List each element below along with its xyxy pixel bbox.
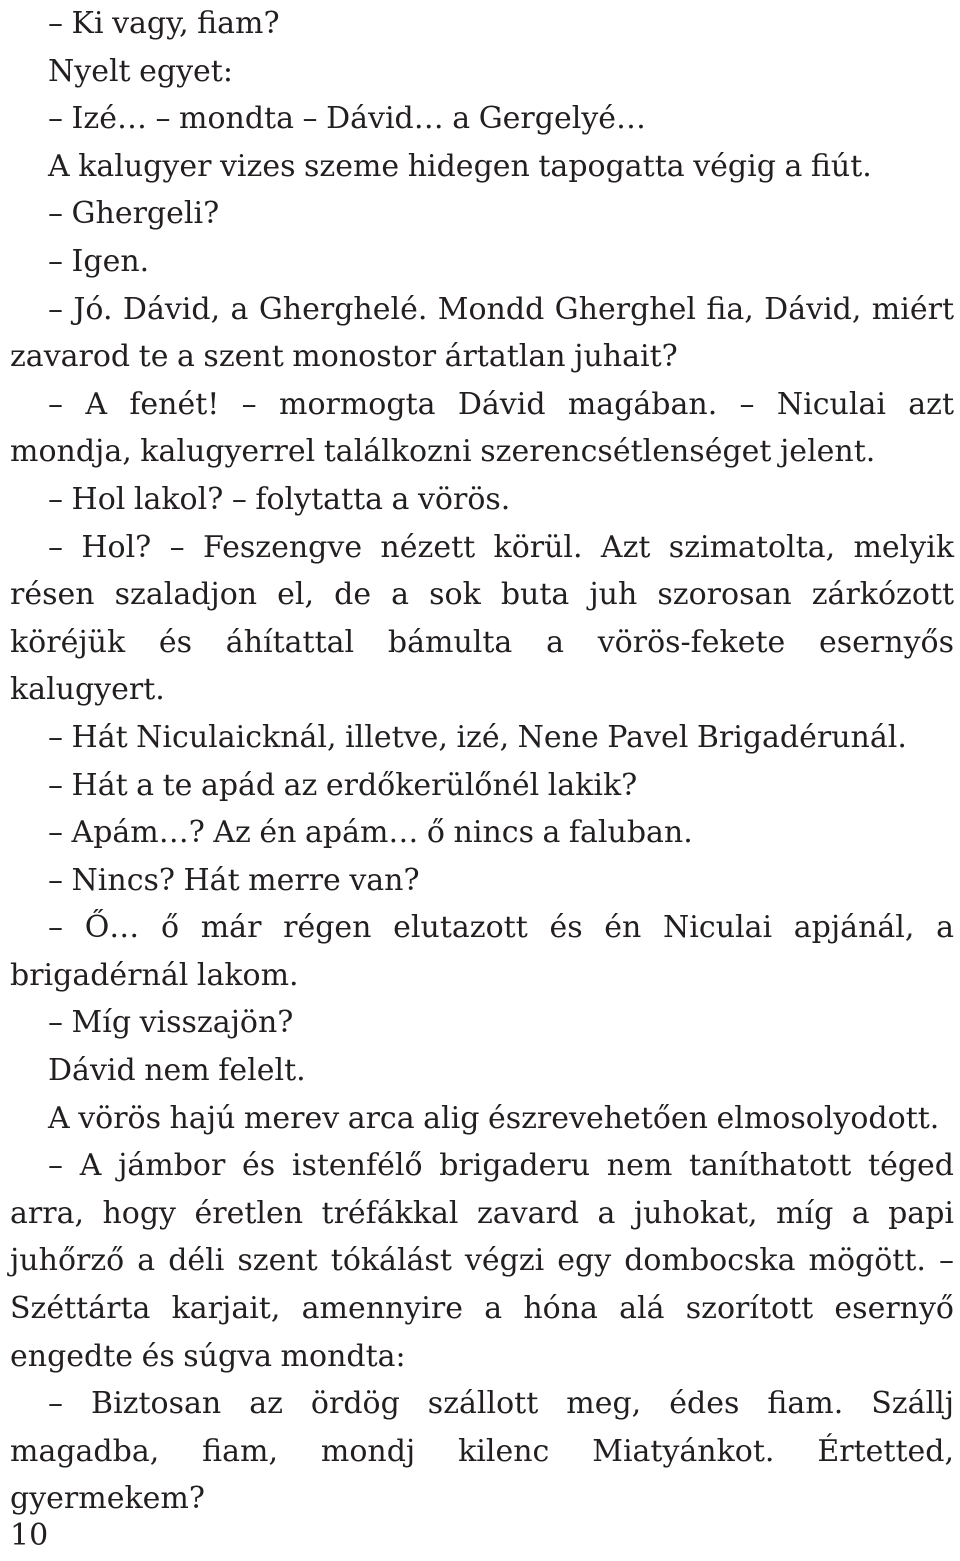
paragraph: – Apám…? Az én apám… ő nincs a faluban. (48, 815, 693, 851)
paragraph: – Ő… ő már régen elutazott és én Niculai apjánál, a brigadérnál lakom. (10, 910, 954, 993)
paragraph: A kalugyer vizes szeme hidegen tapogatta végig a fiút. (48, 148, 872, 184)
paragraph: – A jámbor és istenfélő brigaderu nem taníthatott téged arra, hogy éretlen tréfákkal zavard a juhokat, míg a papi juhőrző a déli szent tókálást végzi egy dombocska mögött. – Széttárta karjait, amennyire a hóna alá szorított esernyő engedte és súgva mondta: (10, 1148, 954, 1374)
paragraph: – Míg visszajön? (48, 1005, 294, 1041)
paragraph: A vörös hajú merev arca alig észrevehetően elmosolyodott. (48, 1100, 940, 1136)
paragraph: – A fenét! – mormogta Dávid magában. – Niculai azt mondja, kalugyerrel találkozni szerencsétlenséget jelent. (10, 386, 954, 470)
paragraph: – Jó. Dávid, a Gherghelé. Mondd Gherghel fia, Dávid, miért zavarod te a szent monostor ártatlan juhait? (10, 291, 954, 375)
paragraph: – Izé… – mondta – Dávid… a Gergelyé… (48, 101, 647, 137)
paragraph: – Biztosan az ördög szállott meg, édes fiam. Szállj magadba, fiam, mondj kilenc Miatyánkot. Értetted, gyermekem? (10, 1386, 954, 1517)
paragraph: – Hol? – Feszengve nézett körül. Azt szimatolta, melyik résen szaladjon el, de a sok buta juh szorosan zárkózott köréjük és áhítattal bámulta a vörös-fekete esernyős kalugyert. (10, 529, 954, 708)
paragraph: – Ki vagy, fiam? (48, 6, 280, 41)
paragraph: – Igen. (48, 243, 150, 279)
paragraph: – Ghergeli? (48, 196, 220, 232)
paragraph: Dávid nem felelt. (48, 1053, 306, 1089)
book-page (10, 0, 954, 1561)
paragraph: Nyelt egyet: (48, 53, 233, 89)
paragraph: – Hát Niculaicknál, illetve, izé, Nene Pavel Brigadérunál. (48, 719, 907, 755)
paragraph: – Hát a te apád az erdőkerülőnél lakik? (48, 767, 638, 803)
paragraph: – Nincs? Hát merre van? (48, 862, 420, 898)
paragraph: – Hol lakol? – folytatta a vörös. (48, 481, 511, 517)
page-number: 10 (10, 1518, 49, 1553)
body-text (10, 0, 954, 1523)
